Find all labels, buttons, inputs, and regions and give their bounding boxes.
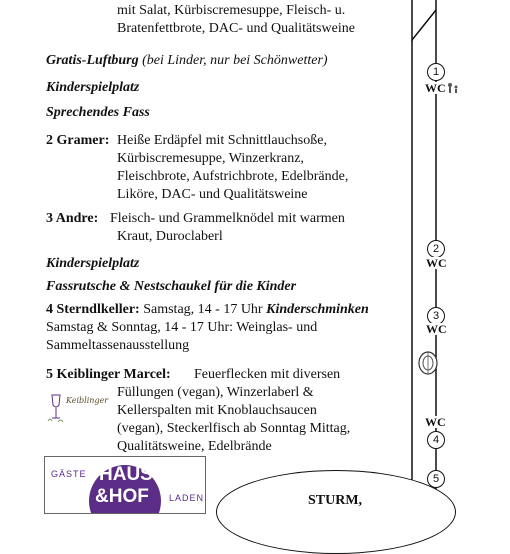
logo-word-2: &HOF bbox=[95, 486, 149, 507]
luftburg-title: Gratis-Luftburg bbox=[46, 53, 139, 68]
route-marker-1: 1 bbox=[427, 63, 445, 81]
keiblinger-line-2: Füllungen (vegan), Winzerlaberl & bbox=[117, 385, 314, 400]
wc-label-4: WC bbox=[425, 415, 446, 429]
family-icon bbox=[446, 82, 460, 94]
sterndlkeller-title: 4 Sterndlkeller: bbox=[46, 302, 140, 317]
wc-label-2: WC bbox=[426, 256, 447, 270]
continuation-line-2: Bratenfettbrote, DAC- und Qualitätsweine bbox=[117, 21, 355, 36]
luftburg-note: (bei Linder, nur bei Schönwetter) bbox=[142, 53, 328, 68]
keiblinger-line-5: Qualitätsweine, Edelbrände bbox=[117, 439, 272, 454]
logo-right: LADEN bbox=[169, 493, 205, 503]
gramer-line-4: Liköre, DAC- und Qualitätsweine bbox=[117, 187, 308, 202]
route-marker-3: 3 bbox=[427, 307, 445, 325]
sterndlkeller-line-3: Sammeltassenausstellung bbox=[46, 338, 190, 353]
svg-text:Keiblinger: Keiblinger bbox=[66, 396, 109, 405]
sterndlkeller-line-2: Samstag & Sonntag, 14 - 17 Uhr: Weinglas- und bbox=[46, 320, 318, 335]
keiblinger-line-3: Kellerspalten mit Knoblauchsaucen bbox=[117, 403, 317, 418]
andre-line-2: Kraut, Duroclaberl bbox=[117, 229, 223, 244]
gramer-line-1: Heiße Erdäpfel mit Schnittlauchsoße, bbox=[117, 133, 327, 148]
wc-label-1: WC bbox=[425, 81, 446, 95]
fassrutsche-heading: Fassrutsche & Nestschaukel für die Kinder bbox=[46, 279, 297, 294]
andre-title: 3 Andre: bbox=[46, 211, 99, 226]
sterndlkeller-highlight: Kinderschminken bbox=[266, 302, 369, 317]
wc-label-3: WC bbox=[426, 322, 447, 336]
keiblinger-line-4: (vegan), Steckerlfisch ab Sonntag Mittag, bbox=[117, 421, 351, 436]
sturm-text: STURM, bbox=[307, 493, 363, 508]
keiblinger-line-1: Feuerflecken mit diversen bbox=[194, 367, 341, 382]
sterndlkeller-time: Samstag, 14 - 17 Uhr bbox=[143, 302, 263, 317]
logo-top-left: GÄSTE bbox=[51, 469, 87, 479]
haus-hof-logo bbox=[44, 456, 206, 514]
andre-line-1: Fleisch- und Grammelknödel mit warmen bbox=[110, 211, 345, 226]
kinderspielplatz-heading-1: Kinderspielplatz bbox=[46, 80, 140, 95]
logo-word-1: HAUS bbox=[99, 464, 153, 485]
gramer-title: 2 Gramer: bbox=[46, 133, 110, 148]
wine-barrel-icon bbox=[416, 350, 440, 376]
route-marker-5: 5 bbox=[427, 470, 445, 488]
route-marker-2: 2 bbox=[427, 240, 445, 258]
continuation-line-1: mit Salat, Kürbiscremesuppe, Fleisch- u. bbox=[117, 3, 346, 18]
keiblinger-title: 5 Keiblinger Marcel: bbox=[46, 367, 171, 382]
route-marker-4: 4 bbox=[427, 431, 445, 449]
kinderspielplatz-heading-2: Kinderspielplatz bbox=[46, 256, 140, 271]
sturm-ellipse bbox=[216, 470, 456, 554]
gramer-line-2: Kürbiscremesuppe, Winzerkranz, bbox=[117, 151, 304, 166]
sprechendes-fass-heading: Sprechendes Fass bbox=[46, 105, 150, 120]
gramer-line-3: Fleischbrote, Aufstrichbrote, Edelbrände, bbox=[117, 169, 349, 184]
